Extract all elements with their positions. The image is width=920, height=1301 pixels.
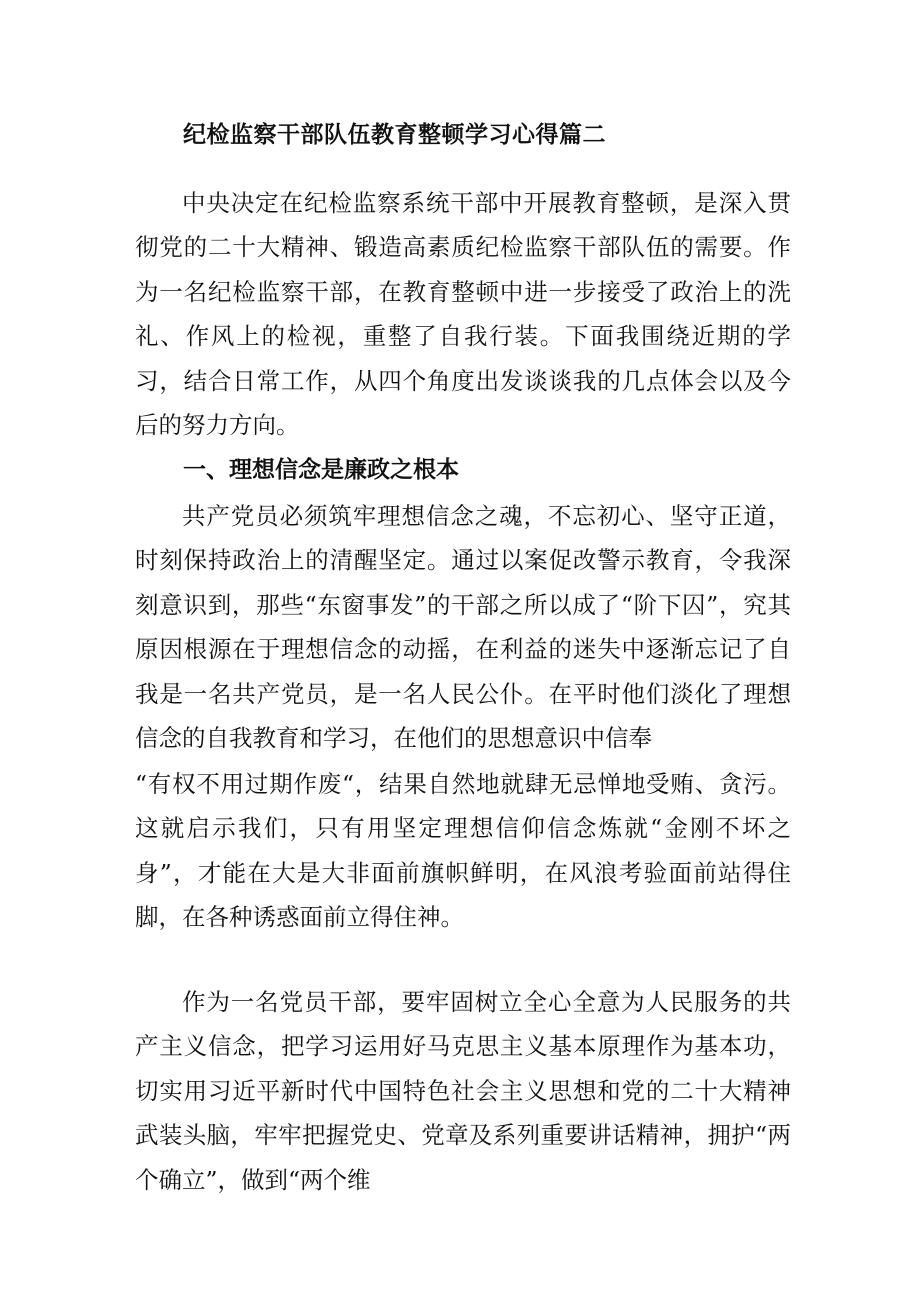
section-paragraph-1-continued: “有权不用过期作废“，结果自然地就肆无忌惮地受贿、贪污。这就启示我们，只有用坚定理想信仰信念炼就“金刚不坏之身”，才能在大是大非面前旗帜鲜明，在风浪考验面前站得住脚，在各种诱惑面前立得住神。 — [135, 770, 791, 932]
intro-paragraph: 中央决定在纪检监察系统干部中开展教育整顿，是深入贯彻党的二十大精神、锻造高素质纪检监察干部队伍的需要。作为一名纪检监察干部，在教育整顿中进一步接受了政治上的洗礼、作风上的检视，重整了自我行装。下面我围绕近期的学习，结合日常工作，从四个角度出发谈谈我的几点体会以及今后的努力方向。 — [135, 189, 791, 440]
document-title: 纪检监察干部队伍教育整顿学习心得篇二 — [183, 121, 606, 148]
section-paragraph-2: 作为一名党员干部，要牢固树立全心全意为人民服务的共产主义信念，把学习运用好马克思主义基本原理作为基本功，切实用习近平新时代中国特色社会主义思想和党的二十大精神武装头脑，牢牢把握党史、党章及系列重要讲话精神，拥护“两个确立”，做到“两个维 — [135, 988, 791, 1194]
section-paragraph-1: 共产党员必须筑牢理想信念之魂，不忘初心、坚守正道，时刻保持政治上的清醒坚定。通过以案促改警示教育，令我深刻意识到，那些“东窗事发”的干部之所以成了“阶下囚”，究其原因根源在于理想信念的动摇，在利益的迷失中逐渐忘记了自我是一名共产党员，是一名人民公仆。在平时他们淡化了理想信念的自我教育和学习，在他们的思想意识中信奉 — [135, 502, 791, 753]
section-heading: 一、理想信念是廉政之根本 — [183, 456, 459, 483]
